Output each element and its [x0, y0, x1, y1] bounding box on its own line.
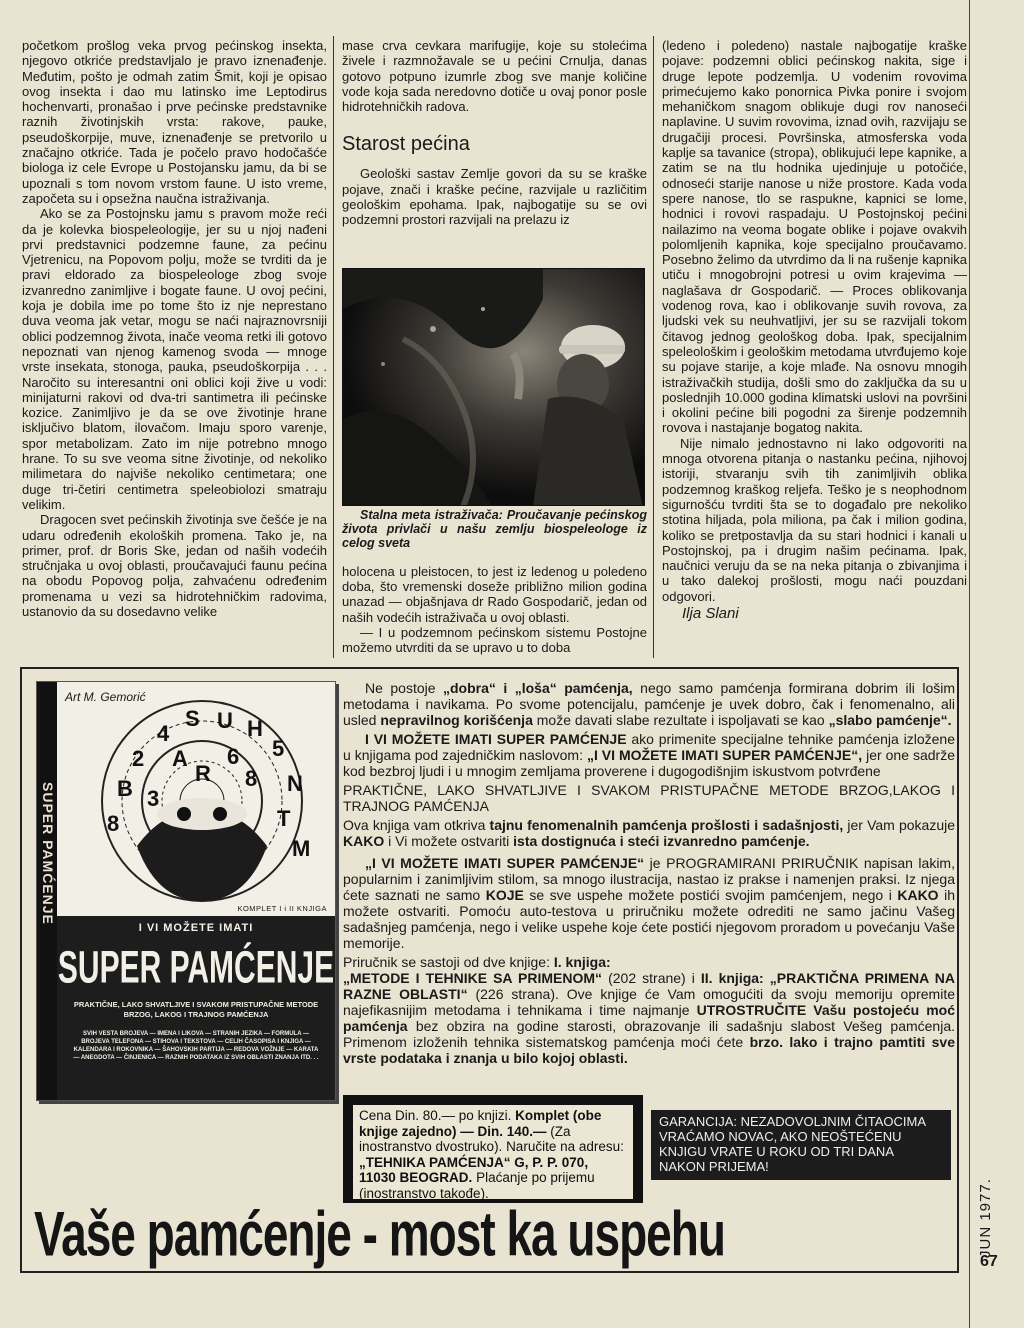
svg-text:B: B — [117, 776, 133, 801]
text-run: (202 strane) i — [602, 970, 701, 986]
svg-text:3: 3 — [147, 786, 160, 811]
article-paragraph: (ledeno i poledeno) nastale najbogatije kraške pojave: podzemni oblici pećinskog nakita, sige i druge lepote podzemlja. U vodenim rovovima primećujemo kako ponornica Pivka ponire i svojom mehaničkom snagom oblikuje dugi rov nanoseći naplavine. U suvim rovovima, iznad ovih, razvijaju se drugačiji procesi. Površinska, atmosferska voda kaplje sa tavanice (stropa), oblikujući lepe kapnike, a zatim se na tlu hodnika ujedinjuje u potočiće, odnoseći starije nanose u niže prostore. Kada voda spere nanose, tlo se raspukne, kapnici se lome, hodnici i rovovi raspadaju. U Postojnskoj pećini nailazimo na veoma bogate oblike i pojave ovakvih polomljenih kapnika, koje specijalno proučavamo. Posebno želimo da utvrdimo da li na rušenje kapnika utiču i mnogobrojni potresi u ovim krajevima — naglašava dr Gospodarič. — Proces oblikovanja vodenog rova, kao i oblikovanje suvih rovova, za ljudski vek su neuhvatljivi, jer su se razvijali tokom čitavog jednog geološkog doba. Ipak, specijalnim speleološkim i geološkim metodama utvrđujemo koje su pojave starije, a koje mlađe. Na osnovu mnogih istraživačkih studija, došli smo do zaključka da su u poslednjih 10.000 godina klimatski uslovi na površini i okolini pećine bili pogodni za širenje podzemnih rovova i nastajanje bogatog nakita. — [662, 38, 967, 436]
ad-paragraph — [343, 817, 955, 849]
text-run-bold: „I VI MOŽETE IMATI SUPER PAMĆENJE“ — [365, 855, 645, 871]
text-run-bold: ista dostignuća i steći izvanredno pamćenje. — [513, 833, 810, 849]
text-run: NEZADOVOLJNIM ČITAOCIMA VRAĆAMO NOVAC, AKO NEOŠTEĆENU KNJIGU VRATE U ROKU OD TRI DANA NAKON PRIJEMA! — [659, 1114, 926, 1174]
text-run-bold: nepravilnog korišćenja — [380, 712, 533, 728]
spine-title: SUPER PAMĆENJE — [40, 782, 56, 925]
article-paragraph: — I u podzemnom pećinskom sistemu Postojne možemo utvrditi da se upravo u to doba — [342, 624, 647, 656]
text-run-bold: II. knjiga: „PRAKTIČNA PRIMENA NA RAZNE OBLASTI“ — [343, 970, 955, 1002]
text-run: bez obzira na godine starosti, obrazovanje ili sadašnju slabost Vešeg pamćenja. Primenom izloženih tehnika sistematskog pamćenja moći ćete — [343, 1018, 955, 1050]
article-paragraph: holocena u pleistocen, to jest iz ledenog u poledeno doba, što vremenski doseže približno milion godina unazad — objašnjava dr Rado Gospodarič, jedan od naših vodećih istraživača u ovoj oblasti. — [342, 563, 647, 625]
text-run-bold: tajnu fenomenalnih pamćenja prošlosti i sadašnjosti, — [489, 817, 844, 833]
text-run-bold: „slabo pamćenje“. — [828, 712, 952, 728]
svg-text:N: N — [287, 771, 303, 796]
price-order-box — [343, 1095, 643, 1203]
text-run: nego samo pamćenja formirana dobrim ili lošim metodama i navikama. Po svome potencijalu, pamćenje je uvek dobro, čak i fenomenalno, ali usled — [343, 680, 956, 728]
svg-text:8: 8 — [107, 811, 120, 836]
text-run-bold: I VI MOŽETE IMATI SUPER PAMĆENJE — [365, 731, 627, 747]
book-title: SUPER PAMĆENJE — [57, 943, 335, 993]
article-paragraph: početkom prošlog veka prvog pećinskog insekta, njegovo otkriće predstavljalo je pravo iznenađenje. Međutim, pošto je odmah zatim Šmit, koji je opisao ovog insekta i dao mu latinsko ime Leptodirus hochenvarti, pronašao i prve pećinske predstavnike raznih životinjskih vrsta: rakove, pauke, pseudoškorpije, muve, iznenađenje se pretvorilo u značajno otkriće. Tada je počelo pravo hodočašće biologa iz cele Evrope u Postojansku jamu, da bi se upoznali s tom novom vrstom faune. U isto vreme, započeta su i opsežna naučna istraživanja. — [22, 38, 327, 206]
price-order-text — [353, 1105, 633, 1199]
ad-paragraph — [343, 731, 955, 779]
column-divider — [653, 36, 654, 658]
text-run: GARANCIJA: — [659, 1114, 738, 1129]
ad-paragraph — [343, 680, 955, 728]
book-subtitle: I VI MOŽETE IMATI — [138, 922, 254, 934]
photo-caption: Stalna meta istraživača: Proučavanje pećinskog života privlači u našu zemlju biospeleologe iz celog sveta — [342, 507, 647, 550]
text-run: se sve uspehe možete postići svojim pamćenjem, nego i — [523, 887, 898, 903]
svg-text:M: M — [292, 836, 311, 861]
advertisement-copy — [343, 680, 955, 1069]
book-spine — [37, 682, 57, 1100]
cave-photo-image — [343, 269, 645, 506]
issue-date: JUN 1977. — [977, 1178, 994, 1258]
svg-text:4: 4 — [157, 721, 170, 746]
text-run-bold: „I VI MOŽETE IMATI SUPER PAMĆENJE“, — [586, 747, 863, 763]
text-run: Ova knjiga vam otkriva — [343, 817, 490, 833]
text-run: ih možete ostvariti. Pomoću auto-testova u priručniku možete odrediti ne samo jačinu Vašeg sadašnjeg pamćenja, nego i velike uspehe koje ćete postići njegovom proradom u povećanju Vaše memorije. — [343, 887, 955, 951]
text-run-bold: I. knjiga: — [553, 954, 611, 970]
guarantee-box — [651, 1110, 951, 1180]
text-run: je PROGRAMIRANI PRIRUČNIK napisan lakim, popularnim i zanimljivim stilom, sa mnogo ilustracija, nastao iz prakse i namenjen praksi. Iz njega ćete saznati ne samo — [343, 855, 955, 903]
svg-text:8: 8 — [245, 766, 258, 791]
article-paragraph: Nije nimalo jednostavno ni lako odgovoriti na mnoga otvorena pitanja o nastanku pećina, njihovoj istoriji, stvaranju svih tih zanimljivih oblika podzemnog kraškog reljefa. Teško je s neophodnom sigurnošću tvrditi šta se to događalo pre nekoliko stotina hiljada, pola miliona, pa čak i milion godina, koliko se pretpostavlja da su stari hodnici i kanali u Postojnskoj, pa i drugim našim pećinama. Ipak, naučnici veruju da se na neka pitanja o zbivanjima i u tako dalekoj prošlosti, mogu naći pouzdani odgovori. — [662, 435, 967, 604]
text-run-bold: „dobra“ i „loša“ pamćenja, — [443, 680, 633, 696]
book-set-label: KOMPLET I i II KNJIGA — [237, 904, 327, 913]
article-column-1 — [22, 38, 327, 619]
ad-slogan: Vaše pamćenje - most ka uspehu — [34, 1197, 725, 1270]
text-run: jer Vam pokazuje — [843, 817, 956, 833]
text-run: Priručnik se sastoji od dve knjige: — [343, 954, 554, 970]
text-run: Ne postoje — [365, 680, 443, 696]
svg-text:2: 2 — [132, 746, 145, 771]
svg-text:5: 5 — [272, 736, 285, 761]
svg-text:6: 6 — [227, 744, 240, 769]
article-paragraph: mase crva cevkara marifugije, koje su stolećima živele i razmnožavale se u pećini Crnulja, danas gotovo potpuno izumrle zbog sve manje količine vode koja sada neredovno dotiče u ovaj ponor posle hidrotehničkih radova. — [342, 38, 647, 115]
text-run-bold: „TEHNIKA PAMĆENJA“ G, P. P. 070, 11030 BEOGRAD. — [359, 1154, 589, 1185]
text-run: Plaćanje po prijemu (inostranstvo takođe). — [359, 1170, 595, 1201]
ad-paragraph — [343, 954, 955, 1066]
page-edge-rule — [969, 0, 970, 1328]
book-description: PRAKTIČNE, LAKO SHVATLJIVE I SVAKOM PRISTUPAČNE METODE BRZOG, LAKOG I TRAJNOG PAMĆENJA — [73, 1000, 319, 1019]
page-number: 67 — [980, 1253, 998, 1270]
text-run-bold: „METODE I TEHNIKE SA PRIMENOM“ — [343, 970, 603, 986]
book-cover — [36, 681, 336, 1101]
section-heading: Starost pećina — [342, 133, 470, 156]
svg-text:S: S — [185, 706, 200, 731]
book-cover-lower — [57, 916, 335, 1100]
column-divider — [333, 36, 334, 658]
text-run-bold: UTROSTRUČITE Vašu postojeću moć pamćenja — [343, 1002, 955, 1034]
article-paragraph: Geološki sastav Zemlje govori da su se kraške pojave, znači i kraške pećine, razvijale u različitim geološkim epohama. Ipak, najbogatije su se ovi podzemni prostori razvijali na prelazu iz — [342, 166, 647, 228]
text-run: i Vi možete ostvariti — [384, 833, 514, 849]
text-run-bold: KAKO — [897, 887, 939, 903]
text-run: (Za inostranstvo dvostruko). Naručite na adresu: — [359, 1123, 624, 1154]
article-paragraph: Ako se za Postojnsku jamu s pravom može reći da je kolevka biospeleologije, jer su u njoj nađeni prvi predstavnici podzemne faune, za pećinu Vjetrenicu, na Popovom polju, može se tvrditi da je pravi eldorado za biospeleologe zbog svoje izvanredno zanimljive i bogate faune. U ovoj pećini, koja je dobila ime po tome što iz nje neprestano duva veoma jak vetar, mogu se naći najraznovrsniji oblici podzemnog života, inače veoma retki ili gotovo nepoznati van njenog kamenog svoda — mnoge vrste insekata, stonoga, pauka, pseudoškorpija . . . Naročito su interesantni oni oblici koji žive u vodi: minijaturni rakovi od dva-tri santimetra ili pećinske kozice. Zanimljivo je da se ove životinje hrane isključivo blatom, ilovačom. Imaju sporo varenje, spor metabolizam. Zato im nije potrebno mnogo hrane. To su sve veoma sitne životinje, od nekoliko milimetara do najviše nekoliko centimetara; one duge tri-četiri centimetra speleobiolozi smatraju velikim. — [22, 206, 327, 512]
text-run: može davati slabe rezultate i ispoljavati se kao — [532, 712, 829, 728]
text-run-bold: brzo. lako i trajno pamtiti sve vrste podataka i znanja u bilo kojoj oblasti. — [343, 1034, 955, 1066]
text-run-bold: KAKO — [343, 833, 385, 849]
text-run: ako primenite specijalne tehnike pamćenja izložene u knjigama pod zajedničkim naslovom: — [343, 731, 955, 763]
article-paragraph: Dragocen svet pećinskih životinja sve češće je na udaru određenih ekoloških promena. Tako je, na primer, prof. dr Boris Ske, jedan od naših vodećih stručnjaka u ovoj oblasti, proučavajući faunu pećina na obodu Popovog polja, zahvaćenu određenim promenama u vezi sa hidrotehničkim radovima, ustanovio da su dosedavno velike — [22, 512, 327, 619]
article-column-2 — [342, 38, 647, 655]
book-author: Art M. Gemorić — [65, 690, 146, 704]
text-run: jer one sadrže kod bezbroj ljudi i u mnogim zemljama proverene i dugogodišnjim iskustvom potvrđene — [343, 747, 955, 779]
svg-text:A: A — [172, 746, 188, 771]
memory-target-illustration — [77, 696, 327, 906]
svg-text:T: T — [277, 806, 291, 831]
cave-researcher-photo — [342, 268, 645, 506]
text-run-bold: Komplet (obe knjige zajedno) — Din. 140.— — [359, 1108, 602, 1139]
text-run: Cena Din. 80.— po knjizi. — [359, 1108, 516, 1123]
svg-text:H: H — [247, 716, 263, 741]
article-column-3 — [662, 38, 967, 621]
text-run: (226 strana). Ove knjige će Vam omogućiti da svoju memoriju opremite najefikasnijim metodama i tehnikama i time najmanje — [343, 986, 955, 1018]
svg-text:U: U — [217, 708, 233, 733]
ad-paragraph — [343, 855, 955, 951]
svg-text:R: R — [195, 761, 211, 786]
author-signature: Ilja Slani — [682, 604, 739, 622]
book-topic-list: SVIH VESTA BROJEVA — IMENA I LIKOVA — STRANIH JEZIKA — FORMULA — BROJEVA TELEFONA — STIHOVA I TEKSTOVA — CELIH ČASOPISA I KNJIGA — KALENDARA I ROKOVNIKA — ŠAHOVSKIH PARTIJA — REDOVA VOŽNJE — KARATA — ANEGDOTA — ČINJENICA — RAZNIH PODATAKA IZ SVIH OBLASTI ZNANJA ITD. . . — [73, 1031, 319, 1061]
ad-methods-heading: PRAKTIČNE, LAKO SHVATLJIVE I SVAKOM PRISTUPAČNE METODE BRZOG,LAKOG I TRAJNOG PAMĆENJA — [343, 782, 955, 814]
text-run-bold: KOJE — [485, 887, 524, 903]
